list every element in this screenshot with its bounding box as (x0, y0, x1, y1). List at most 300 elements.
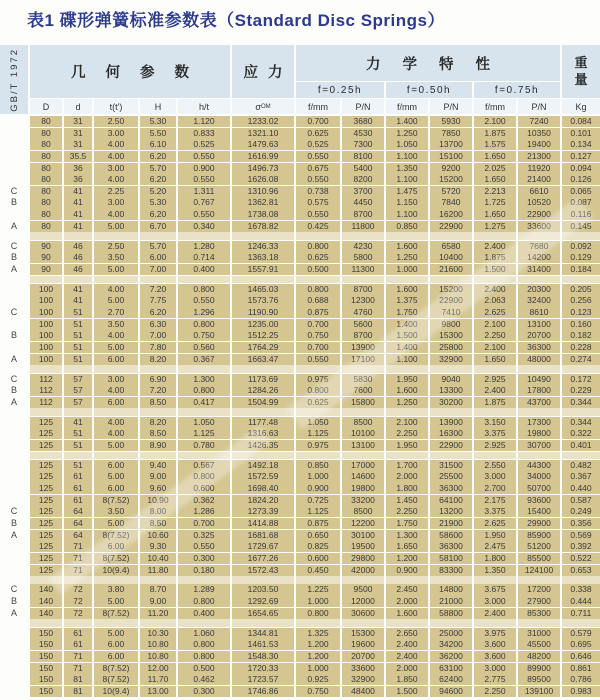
data-cell: 0.700 (296, 342, 340, 353)
data-cell: 1.575 (474, 139, 516, 150)
data-cell: 3.00 (94, 374, 138, 385)
table-row (0, 354, 600, 365)
data-cell: 22900 (430, 221, 472, 232)
separator-cell (140, 619, 176, 627)
series-label (0, 174, 28, 185)
data-cell: 5.20 (140, 186, 176, 197)
data-cell: 0.800 (178, 385, 230, 396)
data-cell: 0.116 (562, 209, 600, 220)
table-row (0, 428, 600, 439)
data-cell: 41 (64, 295, 92, 306)
mechanical-group-header: 力 学 特 性 (296, 45, 560, 81)
data-cell: 1.450 (386, 495, 428, 506)
separator-cell (30, 276, 62, 284)
data-cell: 7.00 (140, 330, 176, 341)
data-cell: 0.425 (296, 221, 340, 232)
data-cell: 80 (30, 221, 62, 232)
data-cell: 3.000 (474, 663, 516, 674)
data-cell: 51 (64, 330, 92, 341)
data-cell: 8.20 (140, 354, 176, 365)
data-cell: 50700 (518, 483, 560, 494)
data-cell: 1177.48 (232, 417, 294, 428)
table-row (0, 197, 600, 208)
data-cell: 80 (30, 209, 62, 220)
data-cell: 12.00 (140, 663, 176, 674)
data-cell: 34000 (518, 471, 560, 482)
data-cell: 1.050 (178, 417, 230, 428)
data-cell: 0.087 (562, 197, 600, 208)
data-cell: 2.475 (474, 541, 516, 552)
data-cell: 5.50 (140, 128, 176, 139)
separator-cell (430, 619, 472, 627)
table-row (0, 674, 600, 685)
table-row (0, 139, 600, 150)
separator-cell (0, 276, 28, 284)
data-cell: 14800 (430, 584, 472, 595)
data-cell: 31400 (518, 264, 560, 275)
series-label (0, 139, 28, 150)
data-cell: 1.250 (386, 397, 428, 408)
data-cell: 21000 (430, 596, 472, 607)
group-separator (0, 232, 600, 240)
data-cell: 140 (30, 584, 62, 595)
data-cell: 33200 (342, 495, 384, 506)
data-cell: 5600 (342, 319, 384, 330)
data-cell: 0.825 (296, 541, 340, 552)
data-cell: 15200 (430, 284, 472, 295)
data-cell: 31 (64, 116, 92, 127)
data-cell: 30700 (518, 440, 560, 451)
separator-cell (562, 408, 600, 416)
data-cell: 3.975 (474, 628, 516, 639)
data-cell: 0.750 (296, 330, 340, 341)
separator-cell (140, 452, 176, 460)
data-cell: 1173.69 (232, 374, 294, 385)
series-label (0, 428, 28, 439)
data-cell: 1.250 (386, 252, 428, 263)
data-cell: 0.450 (296, 565, 340, 576)
separator-cell (140, 276, 176, 284)
data-cell: 93600 (518, 495, 560, 506)
data-cell: 5.70 (140, 163, 176, 174)
series-label (0, 284, 28, 295)
data-cell: 0.850 (386, 221, 428, 232)
data-cell: 1496.73 (232, 163, 294, 174)
data-cell: 3.150 (474, 417, 516, 428)
data-cell: 58600 (430, 530, 472, 541)
data-cell: 89900 (518, 663, 560, 674)
data-cell: 8(7.52) (94, 553, 138, 564)
data-cell: 0.711 (562, 608, 600, 619)
data-cell: 0.300 (178, 553, 230, 564)
data-cell: 80 (30, 174, 62, 185)
data-cell: 5.00 (94, 518, 138, 529)
data-cell: 0.440 (562, 483, 600, 494)
data-cell: 80 (30, 186, 62, 197)
data-cell: 3680 (342, 116, 384, 127)
separator-cell (232, 276, 294, 284)
separator-cell (0, 576, 28, 584)
data-cell: 112 (30, 397, 62, 408)
series-label (0, 209, 28, 220)
data-cell: 51 (64, 342, 92, 353)
data-cell: 10.90 (140, 495, 176, 506)
data-cell: 1663.47 (232, 354, 294, 365)
separator-cell (386, 365, 428, 373)
data-cell: 1362.81 (232, 197, 294, 208)
separator-cell (30, 232, 62, 240)
data-cell: 0.094 (562, 163, 600, 174)
separator-cell (296, 276, 340, 284)
data-cell: 30100 (342, 530, 384, 541)
separator-cell (518, 276, 560, 284)
data-cell: 8(7.52) (94, 608, 138, 619)
separator-cell (232, 576, 294, 584)
data-cell: 7.80 (140, 342, 176, 353)
data-cell: 0.184 (562, 264, 600, 275)
separator-cell (140, 232, 176, 240)
series-label (0, 553, 28, 564)
data-cell: 9200 (430, 163, 472, 174)
data-cell: 89500 (518, 674, 560, 685)
data-cell: 10.80 (140, 651, 176, 662)
table-row (0, 163, 600, 174)
data-cell: 15300 (342, 628, 384, 639)
data-cell: 32900 (342, 674, 384, 685)
data-cell: 2.25 (94, 186, 138, 197)
data-cell: 2.925 (474, 374, 516, 385)
data-cell: 0.600 (296, 553, 340, 564)
data-cell: 1572.59 (232, 471, 294, 482)
data-cell: 2.625 (474, 307, 516, 318)
data-cell: 0.084 (562, 116, 600, 127)
data-cell: 0.274 (562, 354, 600, 365)
series-label (0, 417, 28, 428)
column-header-t: t(t') (94, 99, 138, 114)
data-cell: 140 (30, 608, 62, 619)
data-cell: 44300 (518, 460, 560, 471)
data-cell: 1479.63 (232, 139, 294, 150)
data-cell: 51 (64, 440, 92, 451)
data-cell: 0.400 (178, 264, 230, 275)
data-cell: 41 (64, 209, 92, 220)
data-cell: 4.00 (94, 284, 138, 295)
data-cell: 7.00 (140, 264, 176, 275)
data-cell: 0.300 (178, 686, 230, 697)
data-cell: 112 (30, 374, 62, 385)
separator-cell (64, 452, 92, 460)
data-cell: 57 (64, 385, 92, 396)
data-cell: 0.700 (178, 518, 230, 529)
data-cell: 17100 (342, 354, 384, 365)
data-cell: 0.550 (296, 174, 340, 185)
data-cell: 0.800 (178, 319, 230, 330)
series-label: B (10, 596, 17, 607)
data-cell: 100 (30, 354, 62, 365)
separator-cell (94, 232, 138, 240)
data-cell: 29800 (342, 553, 384, 564)
data-cell: 80 (30, 197, 62, 208)
data-cell: 13200 (430, 506, 472, 517)
data-cell: 7850 (430, 128, 472, 139)
data-cell: 9.30 (140, 541, 176, 552)
table-row (0, 151, 600, 162)
data-cell: 61 (64, 639, 92, 650)
column-header-f2: f/mm (386, 99, 428, 114)
data-cell: 10.80 (140, 639, 176, 650)
data-cell: 0.975 (296, 440, 340, 451)
data-cell: 0.249 (562, 506, 600, 517)
series-label (0, 460, 28, 471)
data-cell: 0.126 (562, 174, 600, 185)
data-cell: 32400 (518, 295, 560, 306)
data-cell: 1.850 (386, 674, 428, 685)
deflection-075h-header: f=0.75h (474, 82, 560, 98)
data-cell: 0.182 (562, 330, 600, 341)
data-cell: 8700 (342, 209, 384, 220)
data-cell: 4.00 (94, 428, 138, 439)
table-row (0, 174, 600, 185)
standard-code-cell (0, 45, 28, 114)
data-cell: 57 (64, 397, 92, 408)
data-cell: 2.400 (386, 651, 428, 662)
separator-cell (140, 576, 176, 584)
data-cell: 33600 (342, 663, 384, 674)
data-cell: 1.500 (386, 330, 428, 341)
data-cell: 0.900 (296, 483, 340, 494)
data-cell: 11.70 (140, 674, 176, 685)
separator-cell (140, 408, 176, 416)
weight-group-header (562, 45, 600, 98)
data-cell: 1.400 (386, 342, 428, 353)
data-cell: 1723.57 (232, 674, 294, 685)
table-row (0, 284, 600, 295)
data-cell: 0.228 (562, 342, 600, 353)
data-cell: 4.00 (94, 151, 138, 162)
data-cell: 3.80 (94, 584, 138, 595)
data-cell: 1284.26 (232, 385, 294, 396)
data-cell: 36300 (430, 483, 472, 494)
data-cell: 2.000 (386, 471, 428, 482)
table-row (0, 471, 600, 482)
data-cell: 1.100 (386, 209, 428, 220)
data-cell: 1492.18 (232, 460, 294, 471)
separator-cell (232, 619, 294, 627)
data-cell: 35.5 (64, 151, 92, 162)
table-row (0, 483, 600, 494)
data-cell: 21900 (430, 518, 472, 529)
data-cell: 17000 (342, 460, 384, 471)
group-separator (0, 576, 600, 584)
group-separator (0, 365, 600, 373)
data-cell: 7300 (342, 139, 384, 150)
data-cell: 36300 (430, 541, 472, 552)
series-label (0, 116, 28, 127)
data-cell: 25000 (430, 628, 472, 639)
data-cell: 1.275 (474, 221, 516, 232)
data-cell: 71 (64, 565, 92, 576)
data-cell: 7.20 (140, 385, 176, 396)
data-cell: 2.100 (474, 116, 516, 127)
data-cell: 125 (30, 495, 62, 506)
data-cell: 150 (30, 663, 62, 674)
data-cell: 150 (30, 639, 62, 650)
data-cell: 8.50 (140, 397, 176, 408)
data-cell: 31 (64, 128, 92, 139)
data-cell: 15300 (430, 330, 472, 341)
data-cell: 30200 (430, 397, 472, 408)
data-cell: 15200 (430, 174, 472, 185)
data-cell: 11300 (342, 264, 384, 275)
data-cell: 8.70 (140, 584, 176, 595)
data-cell: 19600 (342, 639, 384, 650)
data-cell: 8.50 (140, 518, 176, 529)
separator-cell (518, 576, 560, 584)
data-cell: 3.600 (474, 639, 516, 650)
data-cell: 0.550 (296, 209, 340, 220)
series-label (0, 483, 28, 494)
data-cell: 13900 (342, 342, 384, 353)
data-cell: 6.90 (140, 374, 176, 385)
data-cell: 81 (64, 674, 92, 685)
data-cell: 30600 (342, 608, 384, 619)
table-row (0, 495, 600, 506)
data-cell: 0.800 (178, 284, 230, 295)
data-cell: 90 (30, 264, 62, 275)
data-cell: 46 (64, 252, 92, 263)
data-cell: 2.700 (474, 483, 516, 494)
data-cell: 63100 (430, 663, 472, 674)
data-cell: 6.20 (140, 151, 176, 162)
data-cell: 0.129 (562, 252, 600, 263)
data-cell: 6.00 (140, 252, 176, 263)
data-cell: 1.325 (296, 628, 340, 639)
data-cell: 125 (30, 553, 62, 564)
series-label (0, 163, 28, 174)
separator-cell (518, 232, 560, 240)
data-cell: 0.401 (562, 440, 600, 451)
data-cell: 13.00 (140, 686, 176, 697)
separator-cell (386, 452, 428, 460)
table-row (0, 663, 600, 674)
data-cell: 0.625 (296, 397, 340, 408)
data-cell: 150 (30, 674, 62, 685)
data-cell: 4530 (342, 128, 384, 139)
data-cell: 0.525 (296, 139, 340, 150)
data-cell: 0.344 (562, 397, 600, 408)
data-cell: 6610 (518, 186, 560, 197)
data-cell: 1573.76 (232, 295, 294, 306)
data-cell: 0.675 (296, 163, 340, 174)
data-cell: 3.000 (474, 596, 516, 607)
data-cell: 2.025 (474, 163, 516, 174)
data-cell: 0.650 (296, 530, 340, 541)
separator-cell (30, 365, 62, 373)
data-cell: 1.875 (474, 252, 516, 263)
data-cell: 90 (30, 252, 62, 263)
data-cell: 0.525 (178, 139, 230, 150)
separator-cell (94, 619, 138, 627)
data-cell: 4.00 (94, 417, 138, 428)
data-cell: 7240 (518, 116, 560, 127)
column-header-p3: P/N (518, 99, 560, 114)
series-label: B (10, 330, 17, 341)
data-cell: 1.200 (296, 639, 340, 650)
data-cell: 3.00 (94, 163, 138, 174)
separator-cell (562, 452, 600, 460)
data-cell: 0.800 (178, 639, 230, 650)
column-header-kg: Kg (562, 99, 600, 114)
data-cell: 2.100 (386, 417, 428, 428)
data-cell: 1698.40 (232, 483, 294, 494)
data-cell: 150 (30, 628, 62, 639)
data-cell: 8500 (342, 506, 384, 517)
data-cell: 139100 (518, 686, 560, 697)
data-cell: 0.900 (178, 163, 230, 174)
data-cell: 25800 (430, 342, 472, 353)
page-title: 表1 碟形弹簧标准参数表（Standard Disc Springs） (27, 11, 445, 30)
table-row (0, 264, 600, 275)
data-cell: 0.975 (296, 374, 340, 385)
data-cell: 2.000 (386, 596, 428, 607)
separator-cell (518, 408, 560, 416)
separator-cell (430, 232, 472, 240)
data-cell: 8610 (518, 307, 560, 318)
data-cell: 1.400 (386, 319, 428, 330)
series-label: C (10, 506, 18, 517)
data-cell: 61 (64, 495, 92, 506)
data-cell: 0.587 (562, 495, 600, 506)
data-cell: 46 (64, 264, 92, 275)
data-cell: 1.650 (474, 174, 516, 185)
series-label (0, 541, 28, 552)
table-row (0, 584, 600, 595)
data-cell: 0.322 (562, 428, 600, 439)
data-cell: 1.050 (296, 417, 340, 428)
series-label: A (10, 220, 17, 231)
data-cell: 1681.68 (232, 530, 294, 541)
data-cell: 48400 (342, 686, 384, 697)
separator-cell (64, 232, 92, 240)
data-cell: 0.714 (178, 252, 230, 263)
separator-cell (386, 232, 428, 240)
data-cell: 22900 (430, 440, 472, 451)
data-cell: 1512.25 (232, 330, 294, 341)
data-cell: 1426.35 (232, 440, 294, 451)
data-cell: 5.00 (94, 471, 138, 482)
data-cell: 1.650 (474, 354, 516, 365)
series-label: C (10, 240, 18, 251)
data-cell: 2.625 (474, 518, 516, 529)
series-label (0, 663, 28, 674)
data-cell: 2.400 (474, 284, 516, 295)
separator-cell (64, 276, 92, 284)
separator-cell (562, 619, 600, 627)
data-cell: 150 (30, 686, 62, 697)
data-cell: 1.600 (386, 284, 428, 295)
data-cell: 32900 (430, 354, 472, 365)
data-cell: 0.325 (178, 530, 230, 541)
table-row (0, 295, 600, 306)
data-cell: 41 (64, 221, 92, 232)
data-cell: 16300 (430, 428, 472, 439)
group-separator (0, 619, 600, 627)
data-cell: 1.100 (386, 354, 428, 365)
data-cell: 8.90 (140, 440, 176, 451)
data-cell: 2.250 (474, 330, 516, 341)
data-cell: 13100 (342, 440, 384, 451)
data-cell: 2.450 (386, 584, 428, 595)
